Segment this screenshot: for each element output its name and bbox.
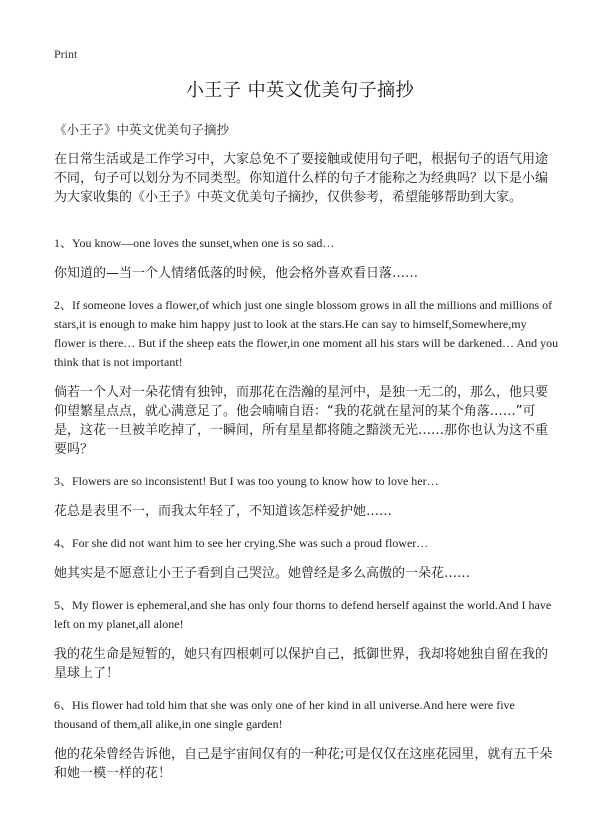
sentence-item [54,696,559,783]
sentence-english: 3、Flowers are so inconsistent! But I was too young to know how to love her… [54,474,439,488]
sentence-chinese: 她其实是不愿意让小王子看到自己哭泣。她曾经是多么高傲的一朵花…… [54,566,471,581]
intro-paragraph: 在日常生活或是工作学习中，大家总免不了要接触或使用句子吧，根据句子的语气用途不同，句子可以划分为不同类型。你知道什么样的句子才能称之为经典吗？以下是小编为大家收集的《小王子》中英文优美句子摘抄，仅供参考，希望能够帮助到大家。 [54,152,549,205]
sentence-english: 6、His flower had told him that she was only one of her kind in all universe.And here were five thousand of them,all alike,in one single garden! [54,698,515,731]
sentence-english: 2、If someone loves a flower,of which just one single blossom grows in all the millions and millions of stars,it is enough to make him happy just to look at the stars.He can say to himself,Somewhere,my flower is there… But if the sheep eats the flower,in one moment all his stars will be darkened… And you think that is not important! [54,298,559,369]
sentence-chinese: 他的花朵曾经告诉他，自己是宇宙间仅有的一种花;可是仅仅在这座花园里，就有五千朵和她一模一样的花！ [54,747,553,781]
sentence-chinese: 你知道的—当一个人情绪低落的时候，他会格外喜欢看日落…… [54,266,419,281]
sentence-english: 4、For she did not want him to see her crying.She was such a proud flower… [54,536,429,550]
sentence-item [54,596,559,683]
sentence-item [54,472,559,521]
sentence-list [54,234,559,796]
sentence-chinese: 倘若一个人对一朵花情有独钟，而那花在浩瀚的星河中，是独一无二的，那么，他只要仰望繁星点点，就心满意足了。他会喃喃自语：“我的花就在星河的某个角落……”可是，这花一旦被羊吃掉了，一瞬间，所有星星都将随之黯淡无光……那你也认为这不重要吗？ [54,385,549,457]
sentence-chinese: 花总是表里不一，而我太年轻了，不知道该怎样爱护她…… [54,504,393,519]
sentence-item [54,296,559,459]
sentence-item [54,234,559,283]
sentence-english: 1、You know—one loves the sunset,when one is so sad… [54,236,335,250]
print-label[interactable]: Print [54,47,78,61]
page-title: 小王子 中英文优美句子摘抄 [185,80,415,101]
sentence-english: 5、My flower is ephemeral,and she has only four thorns to defend herself against the world.And I have left on my planet,all alone! [54,598,552,631]
sentence-item [54,534,559,583]
sentence-chinese: 我的花生命是短暂的，她只有四根刺可以保护自己，抵御世界，我却将她独自留在我的星球上了！ [54,647,549,681]
page-subtitle: 《小王子》中英文优美句子摘抄 [54,122,230,137]
